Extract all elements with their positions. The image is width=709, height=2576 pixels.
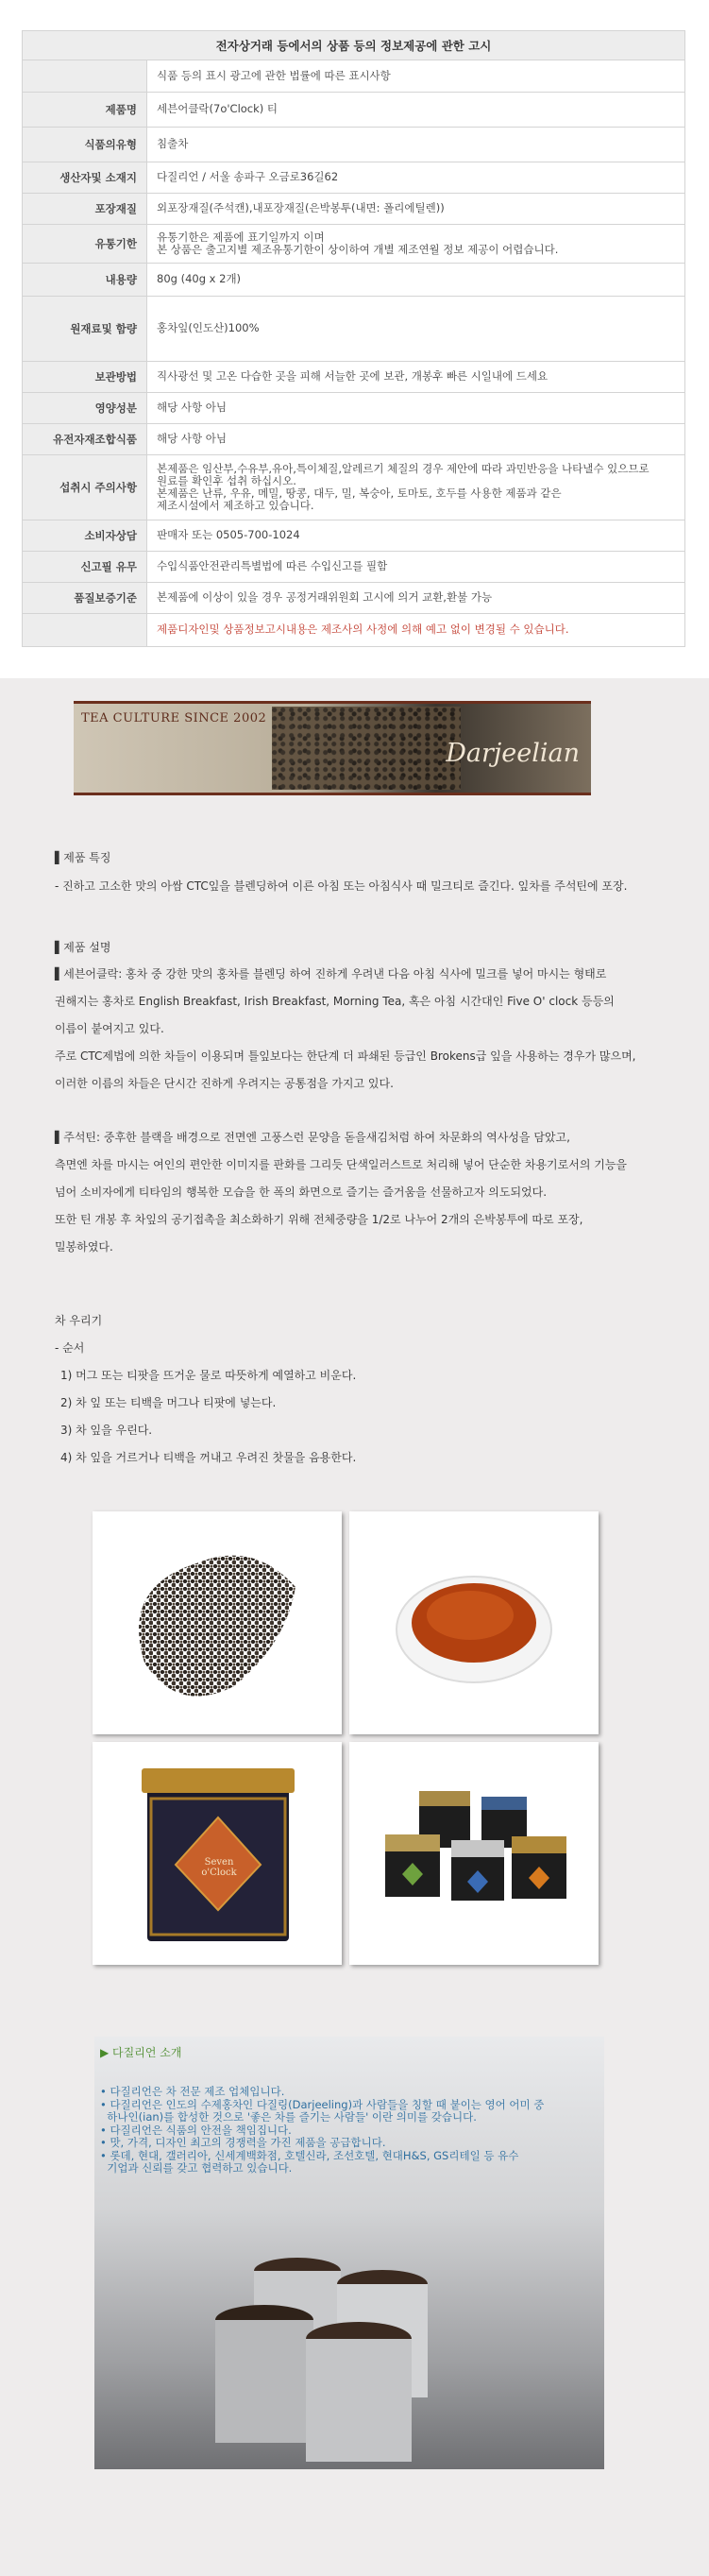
company-intro-title: ▶ 다질리언 소개 [100,2046,182,2059]
text-line: • 맛, 가격, 디자인 최고의 경쟁력을 가진 제품을 공급합니다. [100,2136,386,2149]
info-row-label: 식품의유형 [23,128,147,162]
info-row [23,455,685,520]
brewing-title: 차 우리기 [55,1314,103,1327]
design-change-notice: 제품디자인및 상품정보고시내용은 제조사의 사정에 의해 예고 없이 변경될 수 있습니다. [147,614,685,647]
tin-can-photo [93,1742,342,1965]
info-table-title: 전자상거래 등에서의 상품 등의 정보제공에 관한 고시 [23,31,685,60]
tin-collection-photo [349,1742,599,1965]
text-line: 넘어 소비자에게 티타임의 행복한 모습을 한 폭의 화면으로 즐기는 즐거움을 선물하고자 의도되었다. [55,1186,548,1199]
info-row-value: 홍차잎(인도산)100% [147,297,685,362]
text-line: 주로 CTC제법에 의한 차들이 이용되며 틀잎보다는 한단계 더 파쇄된 등급인 Brokens급 잎을 사용하는 경우가 많으며, [55,1049,636,1063]
info-row [23,424,685,455]
info-row [23,583,685,614]
info-row-value: 직사광선 및 고온 다습한 곳을 피해 서늘한 곳에 보관, 개봉후 빠른 시일내에 드세요 [147,362,685,393]
text-line: 1) 머그 또는 티팟을 뜨거운 물로 따뜻하게 예열하고 비운다. [60,1369,357,1382]
loose-tea-photo [93,1511,342,1734]
product-info-table [22,30,685,647]
text-line: 3) 차 잎을 우린다. [60,1424,153,1437]
brand-banner [74,701,591,795]
info-row-value: 80g (40g x 2개) [147,264,685,297]
text-line: • 다질리언은 차 전문 제조 업체입니다. [100,2085,285,2098]
info-row-value: 세븐어클락(7o'Clock) 티 [147,93,685,128]
info-row-value: 해당 사항 아님 [147,424,685,455]
info-row [23,162,685,194]
info-row-value: 외포장재질(주석캔),내포장재질(은박봉투(내면: 폴리에틸렌)) [147,194,685,225]
description-para2 [55,1124,678,1261]
info-row-label: 보관방법 [23,362,147,393]
text-line: 하나인(ian)를 합성한 것으로 '좋은 차를 즐기는 사람들' 이란 의미를 갖습니다. [100,2110,477,2124]
tea-leaves-image [272,707,461,790]
info-row [23,362,685,393]
info-row [23,264,685,297]
features-title: ▌제품 특징 [55,851,111,864]
text-line: • 롯데, 현대, 갤러리아, 신세계백화점, 호텔신라, 조선호텔, 현대H&S, GS리테일 등 유수 [100,2148,519,2162]
info-row-label: 영양성분 [23,393,147,424]
text-line: 이름이 붙여지고 있다. [55,1022,164,1035]
info-row-label: 원재료및 함량 [23,297,147,362]
features-text: - 진하고 고소한 맛의 아쌈 CTC잎을 블렌딩하여 이른 아침 또는 아침식사 때 밀크티로 즐긴다. 잎차를 주석틴에 포장. [55,879,628,893]
text-line: 기업과 신뢰를 갖고 협력하고 있습니다. [100,2161,293,2175]
text-line: 4) 차 잎을 거르거나 티백을 꺼내고 우려진 찻물을 음용한다. [60,1451,357,1464]
info-row [23,194,685,225]
info-row [23,297,685,362]
text-line: 측면엔 차를 마시는 여인의 편안한 이미지를 판화를 그리듯 단색일러스트로 처리해 넣어 단순한 차용기로서의 기능을 [55,1158,628,1171]
description-title: ▌제품 설명 [55,941,111,954]
info-row-label: 유전자재조합식품 [23,424,147,455]
info-row-value: 다질리언 / 서울 송파구 오금로36길62 [147,162,685,194]
info-row-value: 침출차 [147,128,685,162]
text-line: 또한 틴 개봉 후 차잎의 공기접촉을 최소화하기 위해 전체중량을 1/2로 나누어 2개의 은박봉투에 따로 포장, [55,1213,583,1226]
info-row-value: 판매자 또는 0505-700-1024 [147,520,685,552]
description-para1 [55,961,678,1098]
info-row-label: 제품명 [23,93,147,128]
info-row-value: 본제품에 이상이 있을 경우 공정거래위원회 고시에 의거 교환,환불 가능 [147,583,685,614]
banner-brand-logo: Darjeelian [446,739,580,768]
info-table-subtitle: 식품 등의 표시 광고에 관한 법률에 따른 표시사항 [147,60,685,93]
brewed-tea-cup-photo [349,1511,599,1734]
info-row-label: 내용량 [23,264,147,297]
text-line: ▌주석틴: 중후한 블랙을 배경으로 전면엔 고풍스런 문양을 돋을새김처럼 하여 차문화의 역사성을 담았고, [55,1131,570,1144]
info-row-label: 유통기한 [23,225,147,264]
text-line: 밀봉하였다. [55,1240,113,1254]
info-row-label: 품질보증기준 [23,583,147,614]
info-row [23,128,685,162]
company-intro [94,2037,604,2469]
info-row-label: 포장재질 [23,194,147,225]
info-row-label: 신고필 유무 [23,552,147,583]
info-row [23,520,685,552]
banner-tagline: TEA CULTURE SINCE 2002 [81,711,267,725]
info-row-label: 섭취시 주의사항 [23,455,147,520]
text-line: 2) 차 잎 또는 티백을 머그나 티팟에 넣는다. [60,1396,277,1409]
info-row-label: 소비자상담 [23,520,147,552]
info-row-value: 유통기한은 제품에 표기일까지 이며 본 상품은 출고지별 제조유통기한이 상이하여 개별 제조연월 정보 제공이 어렵습니다. [147,225,685,264]
info-row-value: 본제품은 임산부,수유부,유아,특이체질,알레르기 체질의 경우 제안에 따라 과민반응을 나타낼수 있으므로 원료를 확인후 섭취 하십시오. 본제품은 난류, 우유, 메밀, 땅콩, 대두, 밀, 복숭아, 토마토, 호두를 사용한 제품과 같은 제조시설에서 제조하고 있습니다. [147,455,685,520]
info-row [23,93,685,128]
company-intro-text [100,2086,600,2175]
info-row-value: 수입식품안전관리특별법에 따른 수입신고를 필함 [147,552,685,583]
brewing-steps [55,1362,678,1472]
brewing-subtitle: - 순서 [55,1341,85,1355]
text-line: 이러한 이름의 차들은 단시간 진하게 우려지는 공통점을 가지고 있다. [55,1077,394,1090]
info-row-label: 생산자및 소재지 [23,162,147,194]
info-row [23,552,685,583]
info-row [23,393,685,424]
text-line: • 다질리언은 인도의 수제홍차인 다질링(Darjeeling)과 사람들을 칭할 때 붙이는 영어 어미 중 [100,2097,545,2111]
text-line: ▌세븐어클락: 홍차 중 강한 맛의 홍차를 블렌딩 하여 진하게 우려낸 다음 아침 식사에 밀크를 넣어 마시는 형태로 [55,967,607,981]
info-row-value: 해당 사항 아님 [147,393,685,424]
info-row [23,225,685,264]
text-line: 권해지는 홍차로 English Breakfast, Irish Breakfast, Morning Tea, 혹은 아침 시간대인 Five O' clock 등등의 [55,995,615,1008]
text-line: • 다질리언은 식품의 안전을 책임집니다. [100,2123,292,2137]
tin-label: Seven o'Clock [201,1857,237,1878]
